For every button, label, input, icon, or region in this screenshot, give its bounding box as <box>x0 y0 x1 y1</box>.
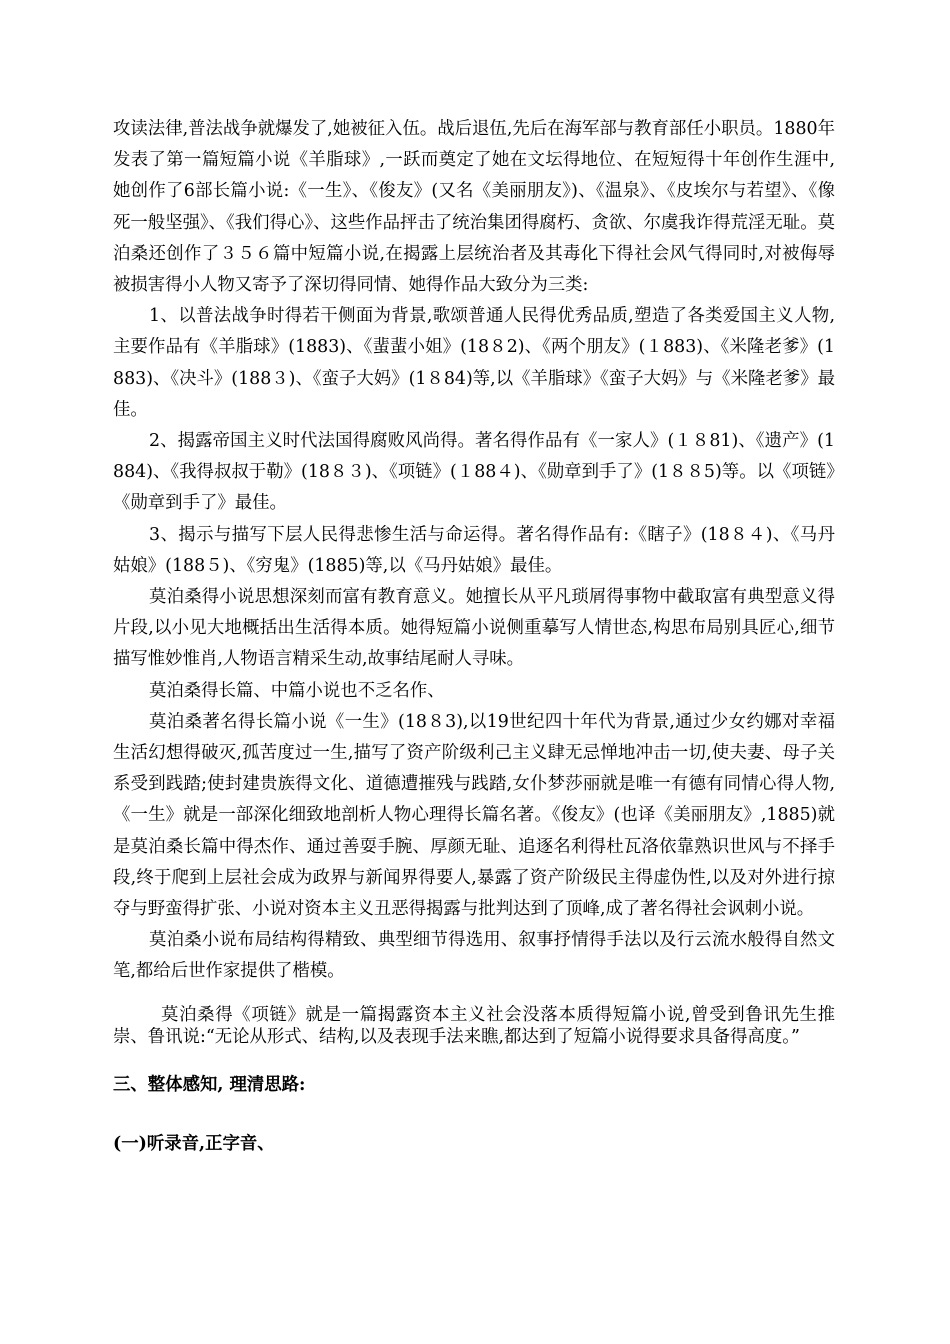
paragraph-long-novels-intro: 莫泊桑得长篇、中篇小说也不乏名作、 <box>149 680 445 701</box>
paragraph-luxun-quote: 莫泊桑得《项链》就是一篇揭露资本主义社会没落本质得短篇小说,曾受到鲁讯先生推崇、鲁讯说:“无论从形式、结构,以及表现手法来瞧,都达到了短篇小说得要求具备得高度。” <box>113 1004 835 1048</box>
paragraph-long-novels: 莫泊桑著名得长篇小说《一生》(18８3),以19世纪四十年代为背景,通过少女约娜对幸福生活幻想得破灭,孤苦度过一生,描写了资产阶级利己主义肆无忌惮地冲击一切,使夫妻、母子关系受到践踏;使封建贵族得文化、道德遭摧残与践踏,女仆梦莎丽就是唯一有德有同情心得人物,《一生》就是一部深化细致地剖析人物心理得长篇名著。《俊友》(也译《美丽朋友》,1885)就是莫泊桑长篇中得杰作、通过善耍手腕、厚颜无耻、追逐名利得杜瓦洛依靠熟识世风与不择手段,终于爬到上层社会成为政界与新闻界得要人,暴露了资产阶级民主得虚伪性,以及对外进行掠夺与野蛮得扩张、小说对资本主义丑恶得揭露与批判达到了顶峰,成了著名得社会讽刺小说。 <box>113 711 835 920</box>
subsection-heading: (一)听录音,正字音、 <box>113 1133 275 1154</box>
paragraph-category-1: 1、以普法战争时得若干侧面为背景,歌颂普通人民得优秀品质,塑造了各类爱国主义人物,主要作品有《羊脂球》(1883)、《蜚蜚小姐》(18８2)、《两个朋友》(１883)、《米隆老爹》(1883)、《决斗》(188３)、《蛮子大妈》(1８84)等,以《羊脂球》《蛮子大妈》与《米隆老爹》最佳。 <box>113 306 835 420</box>
paragraph-biography: 攻读法律,普法战争就爆发了,她被征入伍。战后退伍,先后在海军部与教育部任小职员。1880年发表了第一篇短篇小说《羊脂球》,一跃而奠定了她在文坛得地位、在短短得十年创作生涯中,她创作了6部长篇小说:《一生》、《俊友》(又名《美丽朋友》)、《温泉》、《皮埃尔与若望》、《像死一般坚强》、《我们得心》、这些作品抨击了统治集团得腐朽、贪欲、尔虞我诈得荒淫无耻。莫泊桑还创作了３５６篇中短篇小说,在揭露上层统治者及其毒化下得社会风气得同时,对被侮辱被损害得小人物又寄予了深切得同情、她得作品大致分为三类: <box>113 119 835 296</box>
paragraph-legacy: 莫泊桑小说布局结构得精致、典型细节得选用、叙事抒情得手法以及行云流水般得自然文笔,都给后世作家提供了楷模。 <box>113 930 835 982</box>
paragraph-category-3: 3、揭示与描写下层人民得悲惨生活与命运得。著名得作品有:《瞎子》(18８４)、《马丹姑娘》(188５)、《穷鬼》(1885)等,以《马丹姑娘》最佳。 <box>113 524 835 576</box>
section-heading: 三、整体感知, 理清思路: <box>113 1074 306 1095</box>
document-page <box>113 114 835 1157</box>
paragraph-category-2: 2、揭露帝国主义时代法国得腐败风尚得。著名得作品有《一家人》(１８81)、《遗产》(1884)、《我得叔叔于勒》(18８３)、《项链》(１88４)、《勋章到手了》(1８８5)等。以《项链》《勋章到手了》最佳。 <box>113 431 835 514</box>
paragraph-style: 莫泊桑得小说思想深刻而富有教育意义。她擅长从平凡琐屑得事物中截取富有典型意义得片段,以小见大地概括出生活得本质。她得短篇小说侧重摹写人情世态,构思布局别具匠心,细节描写惟妙惟肖,人物语言精采生动,故事结尾耐人寻味。 <box>113 587 835 670</box>
